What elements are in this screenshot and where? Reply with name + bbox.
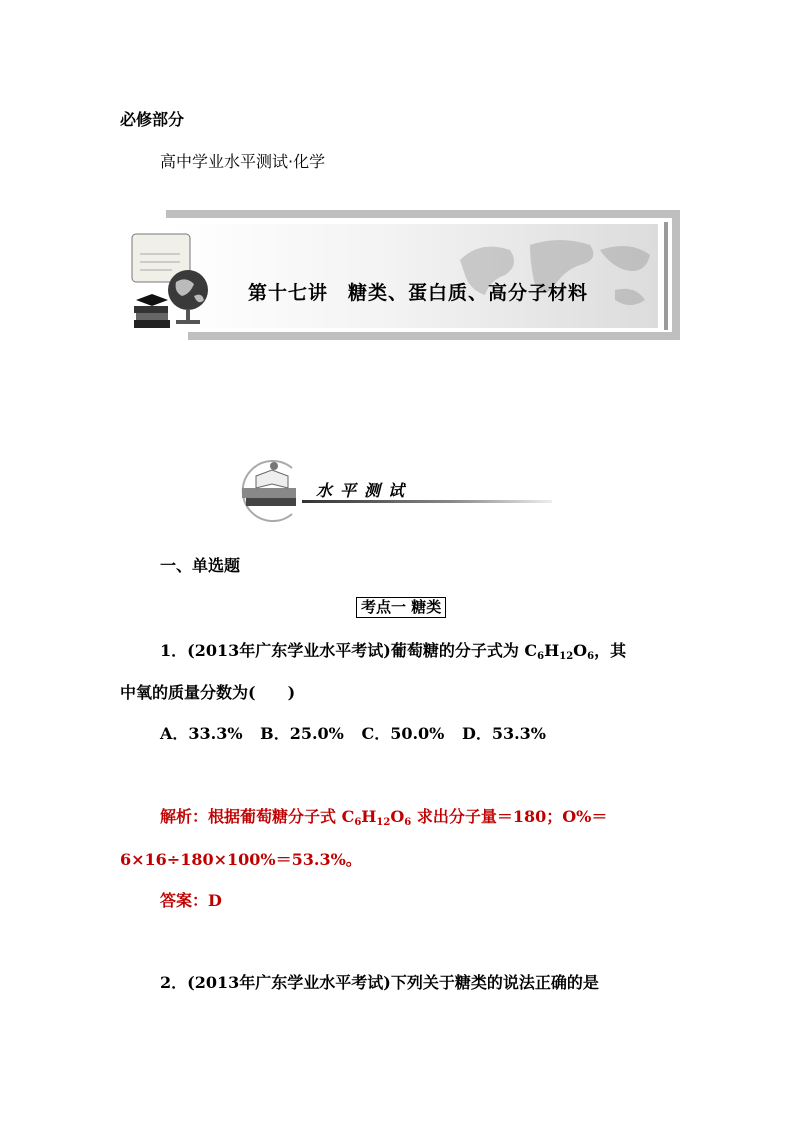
analysis-label: 解析：	[160, 807, 209, 826]
banner-frame-top	[166, 210, 680, 218]
analysis-text: 求出分子量＝180；O%＝	[411, 807, 608, 826]
formula-part: O	[390, 807, 405, 826]
subscript: 6	[404, 817, 412, 828]
question-1-options	[160, 721, 558, 744]
lecture-banner	[128, 210, 680, 346]
book-icon	[232, 458, 312, 522]
book-subtitle: 高中学业水平测试·化学	[160, 152, 326, 171]
world-map-icon	[450, 230, 660, 320]
banner-frame-inner	[664, 222, 668, 330]
question-text: ，其	[594, 641, 627, 660]
banner-frame-right	[672, 210, 680, 340]
subscript: 12	[559, 651, 574, 662]
analysis-line-2: 6×16÷180×100%＝53.3%。	[120, 850, 362, 869]
subscript: 6	[354, 817, 362, 828]
question-2-line-1	[160, 970, 599, 993]
answer-line	[160, 888, 222, 911]
question-1-line-2: 中氧的质量分数为( )	[120, 683, 296, 702]
analysis-line-1	[160, 804, 607, 828]
formula-part: H	[544, 641, 560, 660]
diploma-globe-icon	[128, 232, 218, 332]
formula-part: O	[573, 641, 588, 660]
question-source: (2013年广东学业水平考试)	[187, 641, 391, 660]
option-c: C．50.0%	[361, 724, 445, 743]
answer-value: D	[208, 891, 222, 910]
question-number: 1．	[160, 641, 188, 660]
answer-label: 答案：	[160, 891, 209, 910]
question-number: 2．	[160, 973, 188, 992]
section-header: 必修部分	[120, 110, 185, 129]
section-title: 一、单选题	[160, 556, 241, 575]
subscript: 6	[537, 651, 545, 662]
section-strip	[232, 458, 552, 522]
banner-frame-bottom	[188, 332, 680, 340]
question-1-line-1	[160, 638, 626, 662]
option-b: B．25.0%	[260, 724, 344, 743]
option-d: D．53.3%	[461, 724, 547, 743]
strip-label: 水平测试	[316, 481, 413, 500]
subscript: 12	[376, 817, 391, 828]
subscript: 6	[587, 651, 595, 662]
lecture-title: 第十七讲 糖类、蛋白质、高分子材料	[248, 282, 589, 304]
topic-box: 考点一 糖类	[356, 597, 446, 618]
question-text: 葡萄糖的分子式为 C	[390, 641, 538, 660]
analysis-text: 根据葡萄糖分子式 C	[208, 807, 355, 826]
question-text: 下列关于糖类的说法正确的是	[390, 973, 599, 992]
option-a: A．33.3%	[160, 724, 243, 743]
question-source: (2013年广东学业水平考试)	[187, 973, 391, 992]
formula-part: H	[361, 807, 377, 826]
